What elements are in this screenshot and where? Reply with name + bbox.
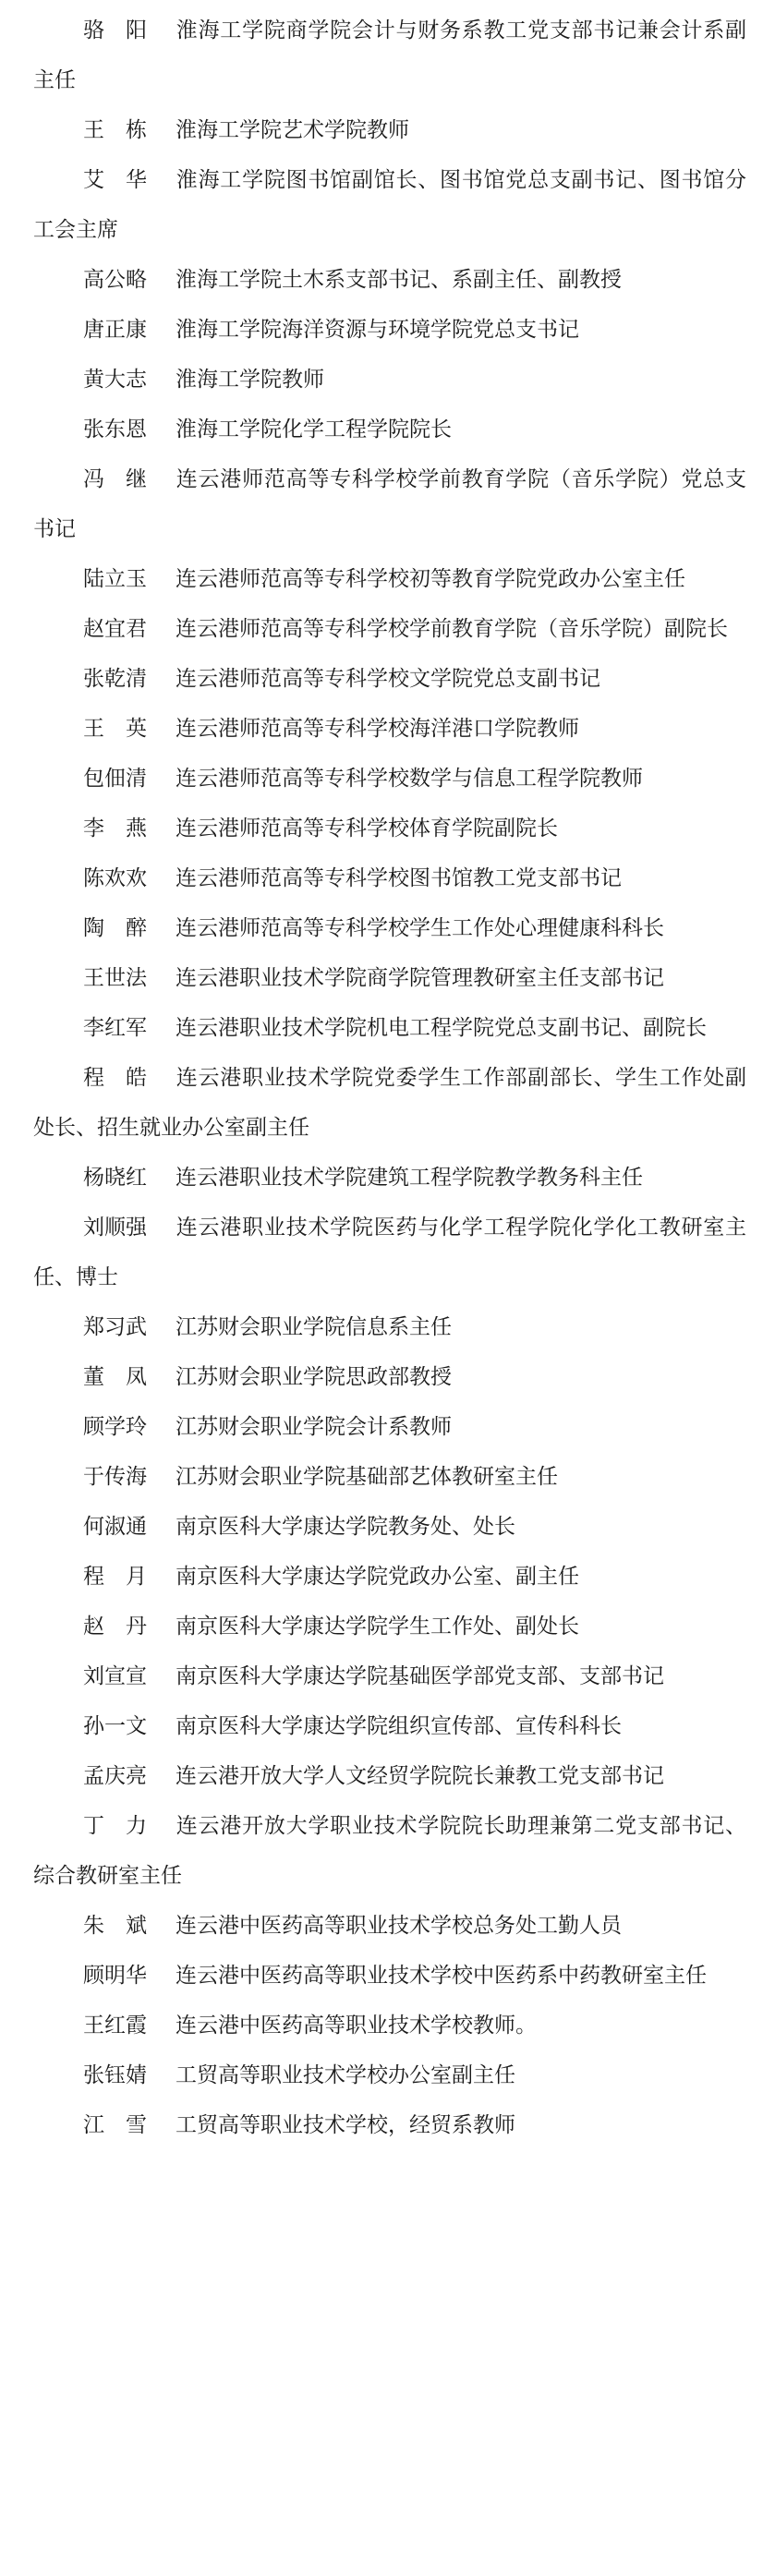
person-position: 江苏财会职业学院基础部艺体教研室主任	[176, 1465, 558, 1489]
person-name: 张乾清	[83, 667, 147, 691]
roster-entry	[33, 754, 746, 804]
person-position: 南京医科大学康达学院党政办公室、副主任	[176, 1565, 579, 1589]
person-position: 连云港职业技术学院机电工程学院党总支副书记、副院长	[176, 1016, 707, 1040]
roster-entry	[33, 2050, 746, 2100]
person-position: 连云港师范高等专科学校文学院党总支副书记	[176, 667, 600, 691]
roster-entry	[33, 1502, 746, 1552]
roster-entry	[33, 554, 746, 604]
person-position: 工贸高等职业技术学校办公室副主任	[176, 2063, 515, 2087]
person-position: 连云港中医药高等职业技术学校中医药系中药教研室主任	[176, 1964, 707, 1988]
person-name: 王 栋	[83, 118, 147, 142]
roster-entry	[33, 1003, 746, 1053]
person-name: 孟庆亮	[83, 1764, 147, 1788]
person-name: 孙一文	[83, 1714, 147, 1738]
person-name: 包佃清	[83, 767, 147, 791]
person-position: 淮海工学院海洋资源与环境学院党总支书记	[176, 318, 579, 342]
person-name: 艾 华	[83, 168, 147, 192]
roster-entry	[33, 1203, 746, 1302]
roster-entry	[33, 1951, 746, 2001]
roster-entry	[33, 1402, 746, 1452]
person-name: 顾学玲	[83, 1415, 147, 1439]
roster-entry	[33, 1751, 746, 1801]
person-position: 江苏财会职业学院思政部教授	[176, 1365, 452, 1389]
roster-entry	[33, 1302, 746, 1352]
person-name: 朱 斌	[83, 1914, 147, 1938]
roster-entry	[33, 1452, 746, 1502]
roster-entry	[33, 105, 746, 155]
person-position: 连云港职业技术学院党委学生工作部副部长、学生工作处副处长、招生就业办公室副主任	[33, 1066, 746, 1140]
person-position: 连云港职业技术学院商学院管理教研室主任支部书记	[176, 966, 664, 990]
roster-entry	[33, 1552, 746, 1602]
person-name: 李红军	[83, 1016, 147, 1040]
roster-entry	[33, 1651, 746, 1701]
person-name: 赵 丹	[83, 1615, 147, 1639]
person-name: 程 皓	[83, 1066, 147, 1090]
roster-entry	[33, 454, 746, 554]
person-name: 郑习武	[83, 1315, 147, 1339]
person-position: 连云港师范高等专科学校初等教育学院党政办公室主任	[176, 567, 685, 591]
roster-entry	[33, 305, 746, 355]
person-name: 王红霞	[83, 2014, 147, 2038]
person-position: 淮海工学院商学院会计与财务系教工党支部书记兼会计系副主任	[33, 18, 746, 92]
person-name: 黄大志	[83, 368, 147, 392]
person-position: 连云港中医药高等职业技术学校总务处工勤人员	[176, 1914, 622, 1938]
roster-entry	[33, 804, 746, 853]
person-position: 淮海工学院化学工程学院院长	[176, 417, 452, 441]
person-name: 唐正康	[83, 318, 147, 342]
roster-entry	[33, 2100, 746, 2150]
person-position: 连云港师范高等专科学校体育学院副院长	[176, 816, 558, 841]
person-name: 陶 醉	[83, 916, 147, 940]
person-name: 高公略	[83, 268, 147, 292]
roster-entry	[33, 155, 746, 255]
person-name: 丁 力	[83, 1814, 147, 1838]
person-name: 江 雪	[83, 2113, 147, 2137]
person-position: 淮海工学院图书馆副馆长、图书馆党总支副书记、图书馆分工会主席	[33, 168, 746, 242]
person-position: 连云港开放大学人文经贸学院院长兼教工党支部书记	[176, 1764, 664, 1788]
person-name: 赵宜君	[83, 617, 147, 641]
roster-entry	[33, 405, 746, 454]
person-position: 连云港职业技术学院医药与化学工程学院化学化工教研室主任、博士	[33, 1215, 746, 1289]
person-position: 连云港师范高等专科学校学前教育学院（音乐学院）党总支书记	[33, 467, 746, 541]
person-position: 淮海工学院教师	[176, 368, 324, 392]
roster-entry	[33, 853, 746, 903]
person-name: 张钰婧	[83, 2063, 147, 2087]
person-position: 连云港师范高等专科学校数学与信息工程学院教师	[176, 767, 643, 791]
person-name: 陆立玉	[83, 567, 147, 591]
roster-entry	[33, 355, 746, 405]
person-name: 何淑通	[83, 1515, 147, 1539]
roster-entry	[33, 903, 746, 953]
person-name: 骆 阳	[83, 18, 147, 42]
roster-entry	[33, 1801, 746, 1901]
roster-entry	[33, 1701, 746, 1751]
person-position: 连云港师范高等专科学校学生工作处心理健康科科长	[176, 916, 664, 940]
person-name: 冯 继	[83, 467, 147, 491]
person-position: 淮海工学院土木系支部书记、系副主任、副教授	[176, 268, 622, 292]
roster-entry	[33, 6, 746, 105]
person-name: 董 凤	[83, 1365, 147, 1389]
person-name: 于传海	[83, 1465, 147, 1489]
roster-entry	[33, 604, 746, 654]
person-position: 连云港师范高等专科学校海洋港口学院教师	[176, 717, 579, 741]
roster-entry	[33, 1352, 746, 1402]
person-name: 李 燕	[83, 816, 147, 841]
person-position: 连云港师范高等专科学校图书馆教工党支部书记	[176, 866, 622, 890]
person-position: 南京医科大学康达学院基础医学部党支部、支部书记	[176, 1664, 664, 1688]
person-position: 南京医科大学康达学院学生工作处、副处长	[176, 1615, 579, 1639]
roster-entry	[33, 255, 746, 305]
person-name: 程 月	[83, 1565, 147, 1589]
roster-entry	[33, 1053, 746, 1153]
person-position: 工贸高等职业技术学校，经贸系教师	[176, 2113, 515, 2137]
person-position: 连云港师范高等专科学校学前教育学院（音乐学院）副院长	[176, 617, 728, 641]
person-name: 王世法	[83, 966, 147, 990]
roster-entry	[33, 704, 746, 754]
person-position: 连云港职业技术学院建筑工程学院教学教务科主任	[176, 1166, 643, 1190]
person-name: 刘顺强	[83, 1215, 147, 1240]
person-position: 南京医科大学康达学院组织宣传部、宣传科科长	[176, 1714, 622, 1738]
person-name: 陈欢欢	[83, 866, 147, 890]
person-position: 连云港中医药高等职业技术学校教师。	[176, 2014, 537, 2038]
person-name: 王 英	[83, 717, 147, 741]
person-name: 刘宣宣	[83, 1664, 147, 1688]
person-name: 杨晓红	[83, 1166, 147, 1190]
person-position: 连云港开放大学职业技术学院院长助理兼第二党支部书记、综合教研室主任	[33, 1814, 746, 1888]
roster-entry	[33, 1602, 746, 1651]
person-name: 张东恩	[83, 417, 147, 441]
person-name: 顾明华	[83, 1964, 147, 1988]
person-position: 南京医科大学康达学院教务处、处长	[176, 1515, 515, 1539]
person-position: 淮海工学院艺术学院教师	[176, 118, 409, 142]
roster-entry	[33, 654, 746, 704]
roster-entry	[33, 1901, 746, 1951]
roster-entry	[33, 1153, 746, 1203]
person-position: 江苏财会职业学院会计系教师	[176, 1415, 452, 1439]
person-position: 江苏财会职业学院信息系主任	[176, 1315, 452, 1339]
roster-entry	[33, 953, 746, 1003]
roster-entry	[33, 2001, 746, 2050]
